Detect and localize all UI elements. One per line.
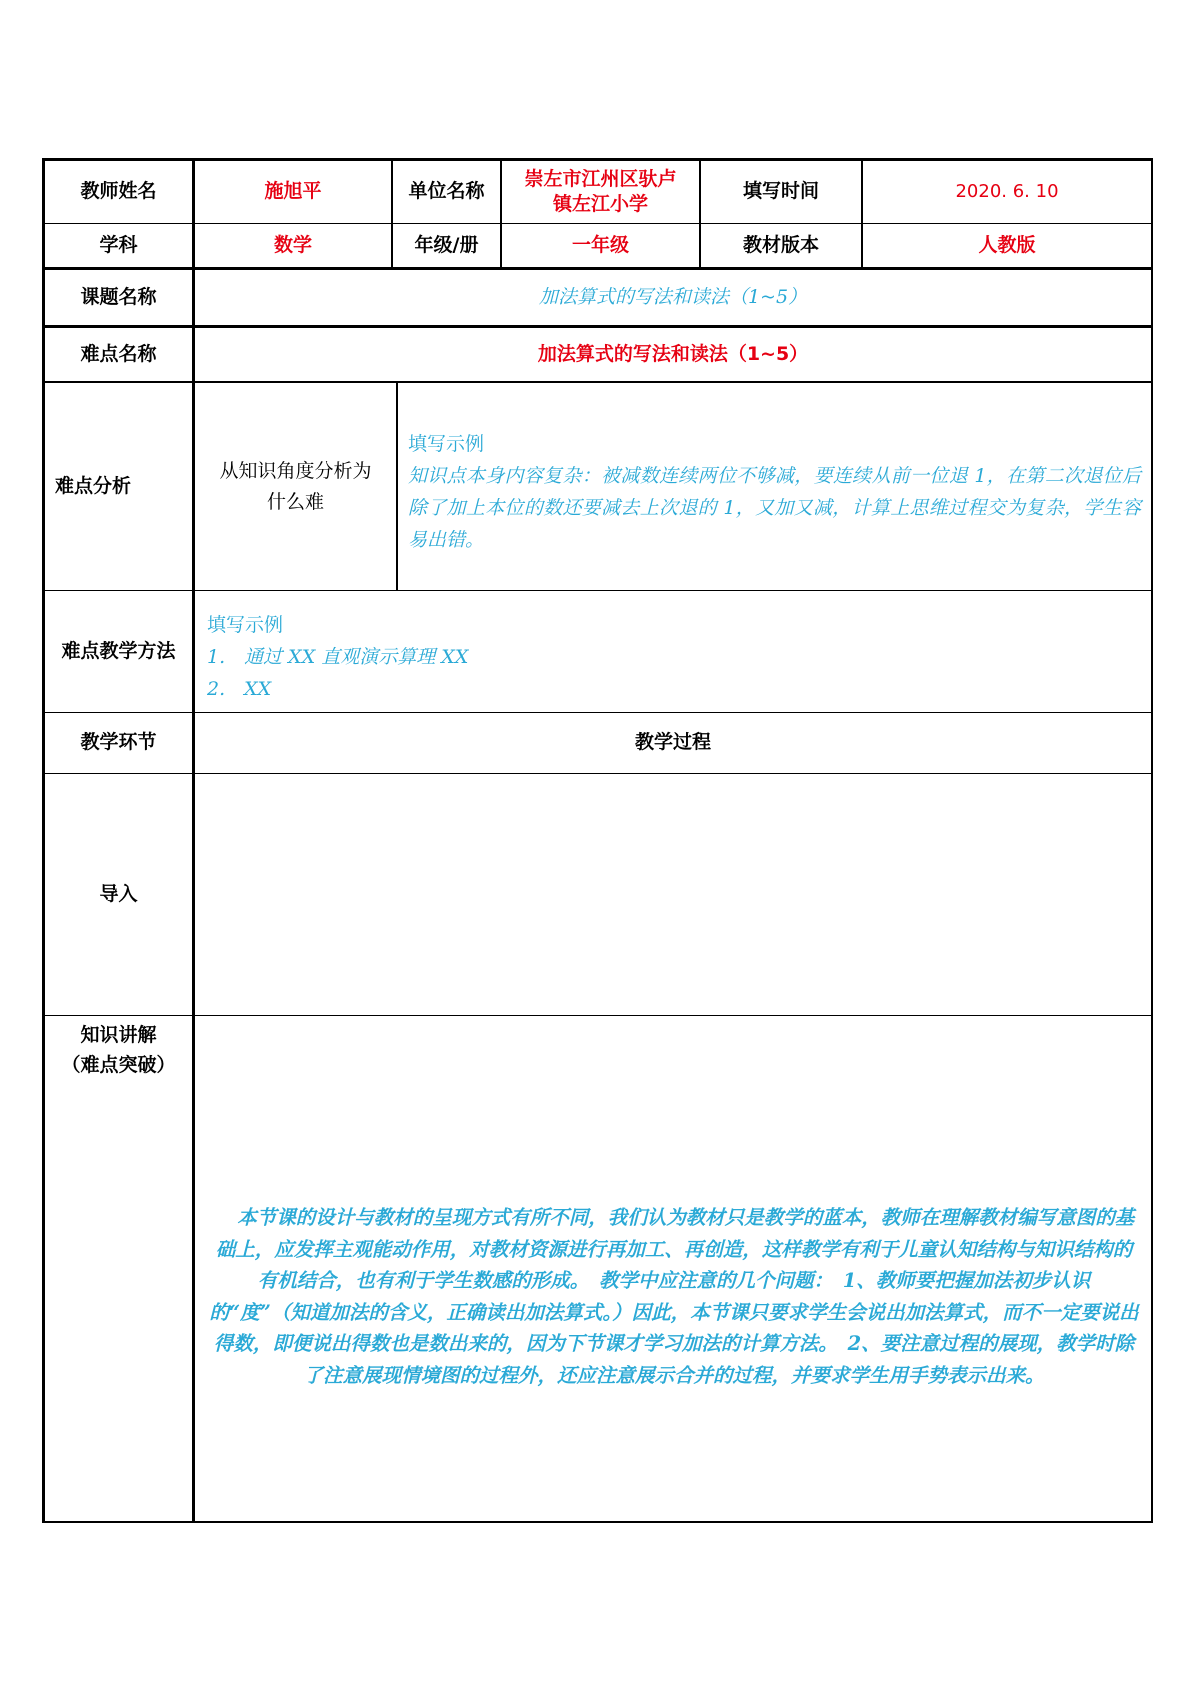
unit-name-value bbox=[502, 161, 699, 223]
topic-label: 课题名称 bbox=[80, 285, 157, 308]
teacher-name-label: 教师姓名 bbox=[80, 180, 157, 203]
edition-label: 教材版本 bbox=[742, 233, 819, 256]
intro-content bbox=[195, 774, 1151, 1015]
method-example-box bbox=[195, 591, 1151, 712]
teaching-step-label: 教学环节 bbox=[80, 731, 157, 754]
knowledge-label-line-1: 知识讲解 bbox=[80, 1024, 157, 1046]
subject-label: 学科 bbox=[99, 233, 138, 256]
difficulty-value: 加法算式的写法和读法（1~5） bbox=[537, 342, 809, 365]
subject-value: 数学 bbox=[273, 233, 312, 256]
unit-name-line-2: 镇左江小学 bbox=[552, 193, 648, 215]
analysis-sub-label-line-2: 什么难 bbox=[266, 490, 324, 513]
topic-value: 加法算式的写法和读法（1~5） bbox=[538, 285, 808, 308]
analysis-example-box bbox=[398, 383, 1151, 590]
analysis-example-text: 知识点本身内容复杂：被减数连续两位不够减，要连续从前一位退 1，在第二次退位后除了加上本位的数还要减去上次退的 1，又加又减，计算上思维过程交为复杂，学生容易出错。 bbox=[408, 465, 1141, 551]
fill-date-label: 填写时间 bbox=[742, 180, 819, 203]
unit-name-line-1: 崇左市江州区驮卢 bbox=[524, 168, 677, 191]
intro-label: 导入 bbox=[99, 882, 138, 905]
method-item-1: 1. 通过 XX 直观演示算理 XX bbox=[207, 646, 469, 668]
fill-date-value: 2020. 6. 10 bbox=[955, 180, 1059, 202]
edition-value: 人教版 bbox=[978, 233, 1036, 256]
table-bottom-border bbox=[42, 1521, 1153, 1523]
teacher-name-value: 施旭平 bbox=[264, 180, 322, 203]
method-label: 难点教学方法 bbox=[61, 639, 176, 662]
difficulty-label: 难点名称 bbox=[80, 342, 157, 365]
knowledge-label-line-2: （难点突破） bbox=[61, 1054, 176, 1077]
teaching-process-header: 教学过程 bbox=[634, 731, 711, 754]
knowledge-content-box bbox=[195, 1016, 1151, 1521]
table-right-border bbox=[1151, 158, 1153, 1523]
method-item-2: 2. XX bbox=[207, 678, 272, 700]
knowledge-label bbox=[45, 1016, 192, 1106]
unit-name-label: 单位名称 bbox=[408, 180, 485, 203]
analysis-label: 难点分析 bbox=[55, 474, 132, 497]
knowledge-content: 本节课的设计与教材的呈现方式有所不同，我们认为教材只是教学的蓝本，教师在理解教材编写意图的基础上，应发挥主观能动作用，对教材资源进行再加工、再创造，这样教学有利于儿童认知结构与知识结构的有机结合，也有利于学生数感的形成。 教学中应注意的几个问题： 1、教师要把握加法初步认识的“度”（知道加法的含义，正确读出加法算式。）因此，本节课只要求学生会说出加法算式，而不一定要说出得数，即便说出得数也是数出来的，因为下节课才学习加法的计算方法。 2、要注意过程的展现，教学时除了注意展现情境图的过程外，还应注意展示合并的过程，并要求学生用手势表示出来。 bbox=[209, 1206, 1139, 1387]
grade-value: 一年级 bbox=[571, 233, 629, 256]
grade-label: 年级/册 bbox=[414, 233, 479, 256]
method-example-title: 填写示例 bbox=[207, 614, 284, 636]
analysis-example-title: 填写示例 bbox=[408, 433, 485, 455]
analysis-sub-label bbox=[195, 383, 396, 590]
analysis-sub-label-line-1: 从知识角度分析为 bbox=[219, 460, 372, 483]
